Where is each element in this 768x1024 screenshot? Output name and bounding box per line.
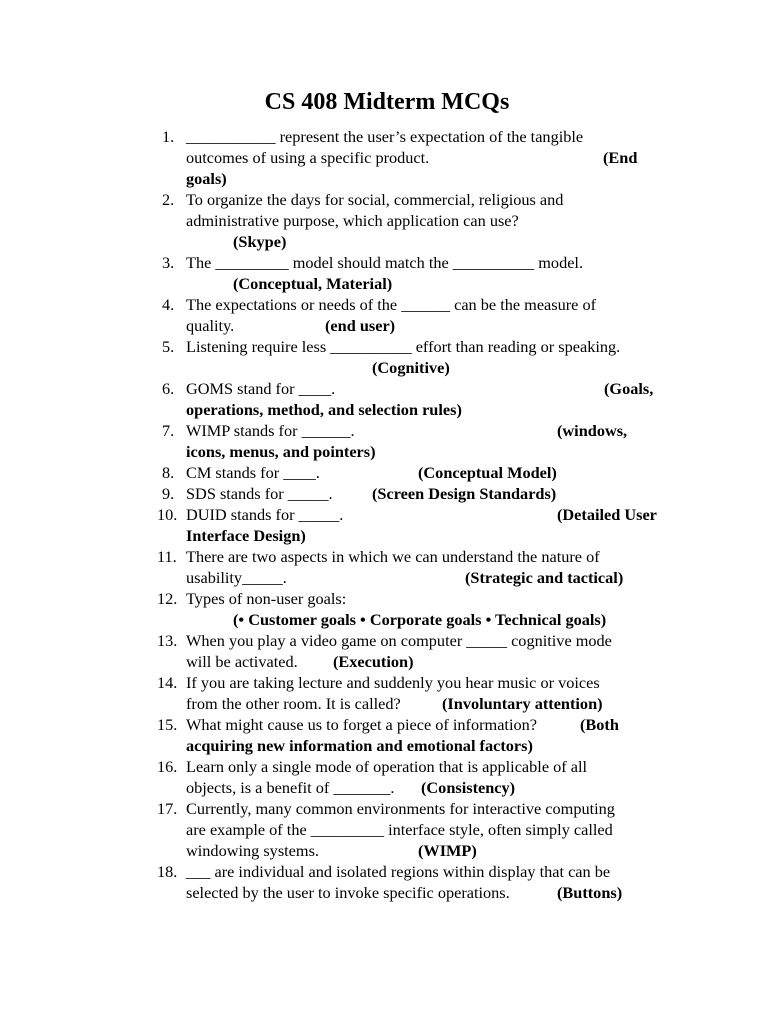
question-text: ___________ represent the user’s expectation of the tangible (186, 127, 584, 146)
question-body (186, 462, 670, 483)
question-text: SDS stands for _____. (186, 484, 333, 503)
question-number: 1. (162, 127, 175, 146)
answer-text: acquiring new information and emotional factors) (186, 736, 533, 755)
answer-text: (Conceptual Model) (418, 463, 557, 482)
question-number: 18. (157, 862, 178, 881)
question-item (0, 798, 768, 861)
question-item (0, 462, 768, 483)
question-text: from the other room. It is called? (186, 694, 401, 713)
question-item (0, 294, 768, 336)
question-body (186, 336, 670, 378)
answer-text: (• Customer goals • Corporate goals • Technical goals) (233, 610, 607, 629)
question-text: outcomes of using a specific product. (186, 148, 430, 167)
question-text: Listening require less __________ effort than reading or speaking. (186, 337, 621, 356)
question-text: windowing systems. (186, 841, 319, 860)
question-item (0, 546, 768, 588)
question-text: Learn only a single mode of operation that is applicable of all (186, 757, 588, 776)
question-text: To organize the days for social, commercial, religious and (186, 190, 564, 209)
answer-text: (WIMP) (418, 841, 477, 860)
question-line (186, 126, 670, 147)
question-number: 8. (162, 463, 175, 482)
answer-text: (Screen Design Standards) (372, 484, 557, 503)
question-text: What might cause us to forget a piece of information? (186, 715, 537, 734)
question-number: 11. (157, 547, 177, 566)
question-line (186, 147, 670, 168)
question-body (186, 756, 670, 798)
question-item (0, 588, 768, 630)
question-line (186, 483, 670, 504)
question-text: WIMP stands for ______. (186, 421, 355, 440)
question-body (186, 483, 670, 504)
question-text: The expectations or needs of the ______ can be the measure of (186, 295, 597, 314)
question-line (186, 378, 670, 399)
question-line (186, 567, 670, 588)
question-item (0, 378, 768, 420)
question-line (186, 651, 670, 672)
question-number: 5. (162, 337, 175, 356)
question-text: quality. (186, 316, 235, 335)
question-text: administrative purpose, which application can use? (186, 211, 519, 230)
question-text: will be activated. (186, 652, 298, 671)
question-body (186, 378, 670, 420)
answer-text: operations, method, and selection rules) (186, 400, 462, 419)
question-item (0, 630, 768, 672)
question-text: If you are taking lecture and suddenly you hear music or voices (186, 673, 600, 692)
answer-text: (Strategic and tactical) (465, 568, 624, 587)
question-text: ___ are individual and isolated regions within display that can be (186, 862, 611, 881)
answer-text: (Skype) (233, 232, 287, 251)
question-body (186, 861, 670, 903)
question-body (186, 672, 670, 714)
question-item (0, 126, 768, 189)
question-body (186, 504, 670, 546)
answer-text: (windows, (557, 421, 628, 440)
question-body (186, 714, 670, 756)
question-item (0, 714, 768, 756)
question-body (186, 630, 670, 672)
question-number: 2. (162, 190, 175, 209)
question-line (186, 693, 670, 714)
document-title: CS 408 Midterm MCQs (264, 89, 510, 115)
question-item (0, 861, 768, 903)
question-body (186, 252, 670, 294)
question-number: 7. (162, 421, 175, 440)
question-text: CM stands for ____. (186, 463, 320, 482)
question-body (186, 798, 670, 861)
answer-text: (end user) (325, 316, 396, 335)
question-text: objects, is a benefit of _______. (186, 778, 395, 797)
question-line (186, 882, 670, 903)
question-number: 6. (162, 379, 175, 398)
question-body (186, 588, 670, 630)
answer-text: (Conceptual, Material) (233, 274, 393, 293)
question-item (0, 756, 768, 798)
question-line (186, 504, 670, 525)
question-item (0, 336, 768, 378)
question-number: 14. (157, 673, 178, 692)
question-list (0, 126, 768, 903)
question-line (186, 462, 670, 483)
answer-text: (End (603, 148, 638, 167)
question-text: There are two aspects in which we can understand the nature of (186, 547, 600, 566)
question-number: 4. (162, 295, 175, 314)
question-text: usability_____. (186, 568, 287, 587)
question-number: 15. (157, 715, 178, 734)
question-item (0, 672, 768, 714)
question-item (0, 189, 768, 252)
question-line (186, 840, 670, 861)
question-text: are example of the _________ interface style, often simply called (186, 820, 613, 839)
answer-text: Interface Design) (186, 526, 306, 545)
question-text: Types of non-user goals: (186, 589, 347, 608)
question-item (0, 504, 768, 546)
answer-text: (Goals, (604, 379, 654, 398)
question-number: 3. (162, 253, 175, 272)
question-line (186, 315, 670, 336)
answer-text: (Consistency) (421, 778, 516, 797)
answer-text: (Execution) (333, 652, 414, 671)
question-number: 10. (157, 505, 178, 524)
question-number: 9. (162, 484, 175, 503)
answer-text: icons, menus, and pointers) (186, 442, 376, 461)
question-number: 17. (157, 799, 178, 818)
question-body (186, 546, 670, 588)
question-text: The _________ model should match the __________ model. (186, 253, 584, 272)
question-text: selected by the user to invoke specific operations. (186, 883, 510, 902)
question-body (186, 420, 670, 462)
answer-text: (Cognitive) (372, 358, 450, 377)
answer-text: (Detailed User (557, 505, 657, 524)
answer-text: (Buttons) (557, 883, 623, 902)
question-item (0, 252, 768, 294)
question-item (0, 483, 768, 504)
question-item (0, 420, 768, 462)
answer-text: (Involuntary attention) (442, 694, 603, 713)
question-line (186, 714, 670, 735)
answer-text: (Both (580, 715, 619, 734)
question-body (186, 294, 670, 336)
question-body (186, 126, 670, 189)
question-text: GOMS stand for ____. (186, 379, 336, 398)
question-line (186, 777, 670, 798)
question-line (186, 420, 670, 441)
question-text: Currently, many common environments for interactive computing (186, 799, 615, 818)
question-body (186, 189, 670, 252)
question-text: DUID stands for _____. (186, 505, 344, 524)
question-number: 12. (157, 589, 178, 608)
answer-text: goals) (186, 169, 227, 188)
question-number: 13. (157, 631, 178, 650)
question-number: 16. (157, 757, 178, 776)
question-text: When you play a video game on computer _____ cognitive mode (186, 631, 612, 650)
